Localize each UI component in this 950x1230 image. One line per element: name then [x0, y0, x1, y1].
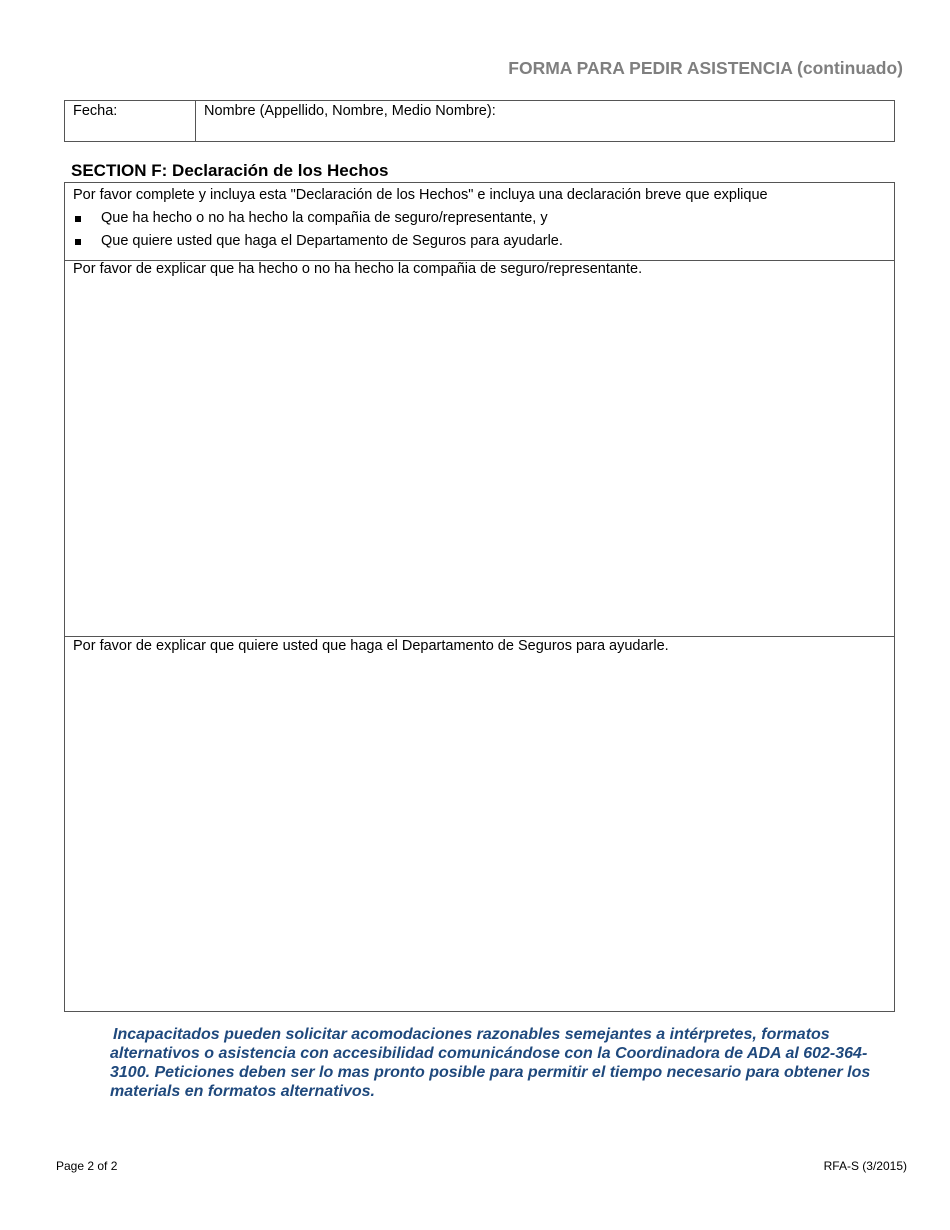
- page-number: Page 2 of 2: [56, 1159, 118, 1173]
- square-bullet-icon: [75, 239, 81, 245]
- form-title: FORMA PARA PEDIR ASISTENCIA (continuado): [508, 58, 903, 78]
- requested-help-question: Por favor de explicar que quiere usted que haga el Departamento de Seguros para ayudarle.: [73, 638, 669, 654]
- company-actions-answer-area[interactable]: [65, 260, 894, 637]
- company-actions-question: Por favor de explicar que ha hecho o no ha hecho la compañia de seguro/representante.: [73, 261, 643, 277]
- date-field[interactable]: [65, 101, 196, 141]
- name-label: Nombre (Appellido, Nombre, Medio Nombre):: [204, 103, 496, 119]
- ada-accommodation-notice: Incapacitados pueden solicitar acomodaciones razonables semejantes a intérpretes, formatos alternativos o asistencia con accesibilidad comunicándose con la Coordinadora de ADA al 602-364-3100. Peticiones deben ser lo mas pronto posible para permitir el tiempo necesario para obtener los materials en formatos alternativos.: [110, 1026, 871, 1100]
- form-identifier: RFA-S (3/2015): [823, 1159, 907, 1173]
- statement-of-facts-box: [64, 182, 895, 1012]
- instructions-block: [65, 183, 894, 261]
- identification-table: [64, 100, 895, 142]
- date-label: Fecha:: [73, 103, 118, 119]
- square-bullet-icon: [75, 216, 81, 222]
- bullet-text: Que ha hecho o no ha hecho la compañia de seguro/representante, y: [101, 210, 548, 226]
- bullet-text: Que quiere usted que haga el Departamento de Seguros para ayudarle.: [101, 233, 563, 249]
- instructions-text: Por favor complete y incluya esta "Declaración de los Hechos" e incluya una declaración breve que explique: [73, 187, 768, 203]
- requested-help-answer-area[interactable]: [65, 637, 894, 1011]
- name-field[interactable]: [196, 101, 894, 141]
- section-f-heading: SECTION F: Declaración de los Hechos: [71, 161, 389, 180]
